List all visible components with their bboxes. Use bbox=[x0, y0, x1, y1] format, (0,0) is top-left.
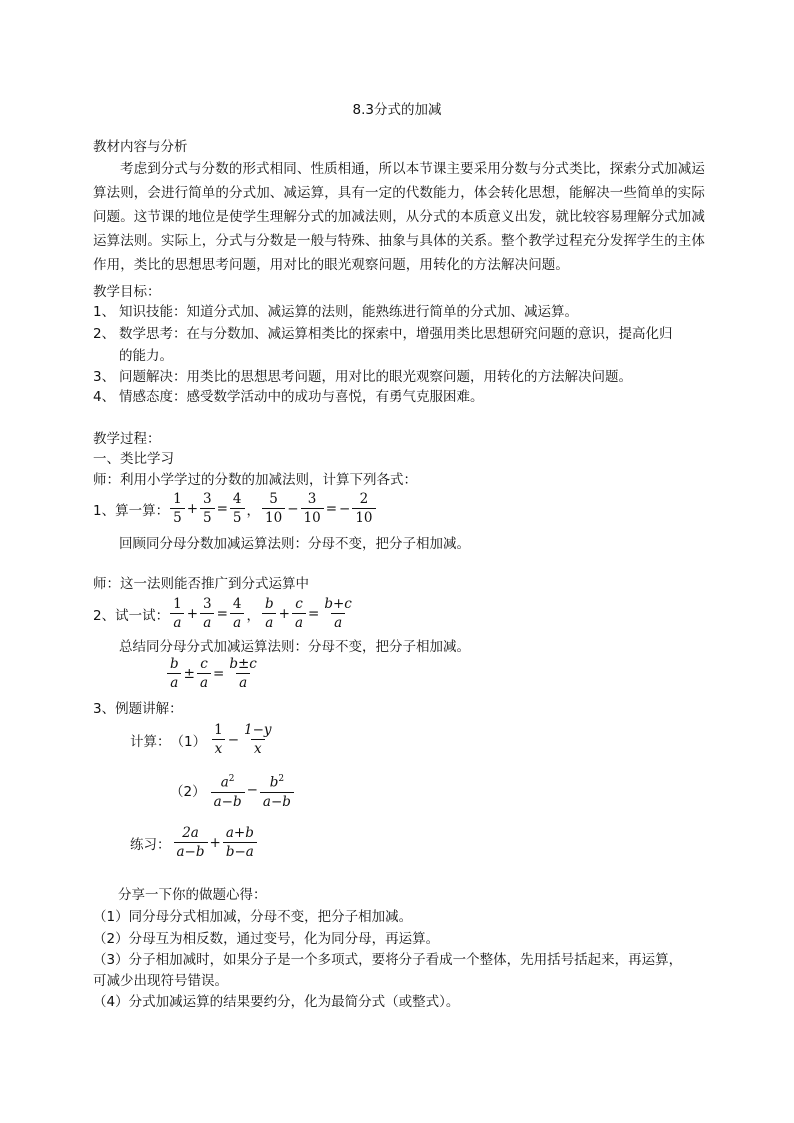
analysis-heading: 教材内容与分析 bbox=[93, 139, 188, 155]
goal-number: 1、 bbox=[93, 304, 116, 320]
goal-number: 3、 bbox=[93, 369, 116, 385]
practice: 练习： $\frac{2a}{a-b}$ + $\frac{a+b}{b-a}$ bbox=[130, 825, 258, 860]
share-item-3-continued: 可减少出现符号错误。 bbox=[93, 973, 228, 989]
goal-item-2 bbox=[93, 324, 703, 366]
fraction: $\frac{3}{10}$ bbox=[301, 491, 324, 526]
goal-text: 知识技能：知道分式加、减运算的法则，能熟练进行简单的分式加、减运算。 bbox=[119, 304, 578, 320]
teacher-prompt: 师：利用小学学过的分数的加减法则，计算下列各式： bbox=[93, 472, 417, 488]
fraction: $\frac{5}{10}$ bbox=[262, 491, 285, 526]
fraction: $\frac{2a}{a-b}$ bbox=[174, 825, 208, 860]
goal-text: 问题解决：用类比的思想思考问题，用对比的眼光观察问题，用转化的方法解决问题。 bbox=[119, 369, 632, 385]
goal-number: 2、 bbox=[93, 326, 116, 342]
review-rule: 回顾同分母分数加减运算法则：分母不变，把分子相加减。 bbox=[119, 536, 470, 552]
fraction: $\frac{c}{a}$ bbox=[197, 656, 211, 691]
goal-text: 数学思考：在与分数加、减运算相类比的探索中，增强用类比思想研究问题的意识，提高化归 bbox=[119, 326, 673, 342]
goal-text: 情感态度：感受数学活动中的成功与喜悦，有勇气克服困难。 bbox=[119, 389, 484, 405]
item2-row: 2、试一试： $\frac{1}{a}$ + $\frac{3}{a}$ = $\frac{4}{a}$ ， $\frac{b}{a}$ + $\frac{c}{a}$ = $\frac{b+c}{a}$ bbox=[93, 596, 356, 631]
fraction: $\frac{a+b}{b-a}$ bbox=[223, 825, 257, 860]
goal-item-3 bbox=[93, 367, 703, 387]
item3-label: 3、例题讲解： bbox=[93, 701, 183, 717]
page-title: 8.3分式的加减 bbox=[352, 102, 442, 118]
fraction: $\frac{3}{5}$ bbox=[200, 491, 215, 526]
calc-label: 计算： bbox=[130, 733, 171, 750]
analysis-paragraph: 考虑到分式与分数的形式相同、性质相通，所以本节课主要采用分数与分式类比，探索分式加减运算法则，会进行简单的分式加、减运算，具有一定的代数能力，体会转化思想，能解决一些简单的实际问题。这节课的地位是使学生理解分式的加减法则，从分式的本质意义出发，就比较容易理解分式加减运算法则。实际上，分式与分数是一般与特殊、抽象与具体的关系。整个教学过程充分发挥学生的主体作用，类比的思想思考问题，用对比的眼光观察问题，用转化的方法解决问题。 bbox=[93, 161, 705, 273]
item2-label: 2、试一试： bbox=[93, 607, 170, 624]
summary-rule: 总结同分母分式加减运算法则：分母不变，把分子相加减。 bbox=[119, 639, 470, 655]
share-item-2: （2）分母互为相反数，通过变号，化为同分母，再运算。 bbox=[93, 931, 440, 947]
item1-label: 1、算一算： bbox=[93, 502, 170, 519]
share-item-4: （4）分式加减运算的结果要约分，化为最简分式（或整式）。 bbox=[93, 994, 460, 1010]
general-rule-formula: $\frac{b}{a}$ ± $\frac{c}{a}$ = $\frac{b\pm c}{a}$ bbox=[166, 656, 261, 691]
fraction: $\frac{a^2}{a-b}$ bbox=[211, 771, 245, 810]
goal-item-1 bbox=[93, 302, 703, 322]
fraction: $\frac{1}{a}$ bbox=[170, 596, 185, 631]
fraction: $\frac{4}{5}$ bbox=[230, 491, 245, 526]
section-heading: 一、类比学习 bbox=[93, 451, 174, 467]
fraction: $\frac{c}{a}$ bbox=[292, 596, 306, 631]
goal-item-4 bbox=[93, 387, 703, 407]
fraction: $\frac{b+c}{a}$ bbox=[324, 596, 352, 631]
fraction: $\frac{1}{5}$ bbox=[170, 491, 185, 526]
share-heading: 分享一下你的做题心得： bbox=[118, 887, 267, 903]
share-item-1: （1）同分母分式相加减，分母不变，把分子相加减。 bbox=[93, 909, 413, 925]
fraction: $\frac{b\pm c}{a}$ bbox=[229, 656, 257, 691]
practice-label: 练习： bbox=[130, 836, 171, 853]
share-item-3: （3）分子相加减时，如果分子是一个多项式，要将分子看成一个整体，先用括号括起来，再运算， bbox=[93, 952, 683, 968]
fraction: $\frac{b}{a}$ bbox=[262, 596, 277, 631]
process-heading: 教学过程： bbox=[93, 431, 161, 447]
fraction: $\frac{4}{a}$ bbox=[230, 596, 245, 631]
goals-heading: 教学目标： bbox=[93, 284, 161, 300]
example-2-label: （2） bbox=[170, 784, 206, 801]
example-1: 计算： （1） $\frac{1}{x}$ − $\frac{1-y}{x}$ bbox=[130, 722, 276, 757]
fraction: $\frac{2}{10}$ bbox=[352, 491, 375, 526]
goal-text-continued: 的能力。 bbox=[119, 348, 173, 364]
item1-row: 1、算一算： $\frac{1}{5}$ + $\frac{3}{5}$ = $\frac{4}{5}$ ， $\frac{5}{10}$ − $\frac{3}{10}$ = − $\frac{2}{10}$ bbox=[93, 491, 377, 526]
example-2: （2） $\frac{a^2}{a-b}$ − $\frac{b^2}{a-b}$ bbox=[170, 771, 295, 810]
teacher-prompt-2: 师：这一法则能否推广到分式运算中 bbox=[93, 576, 309, 592]
goal-number: 4、 bbox=[93, 389, 116, 405]
example-1-label: （1） bbox=[170, 733, 207, 750]
fraction: $\frac{b}{a}$ bbox=[167, 656, 182, 691]
fraction: $\frac{1-y}{x}$ bbox=[244, 722, 272, 757]
fraction: $\frac{b^2}{a-b}$ bbox=[260, 771, 294, 810]
fraction: $\frac{1}{x}$ bbox=[211, 722, 226, 757]
fraction: $\frac{3}{a}$ bbox=[200, 596, 215, 631]
